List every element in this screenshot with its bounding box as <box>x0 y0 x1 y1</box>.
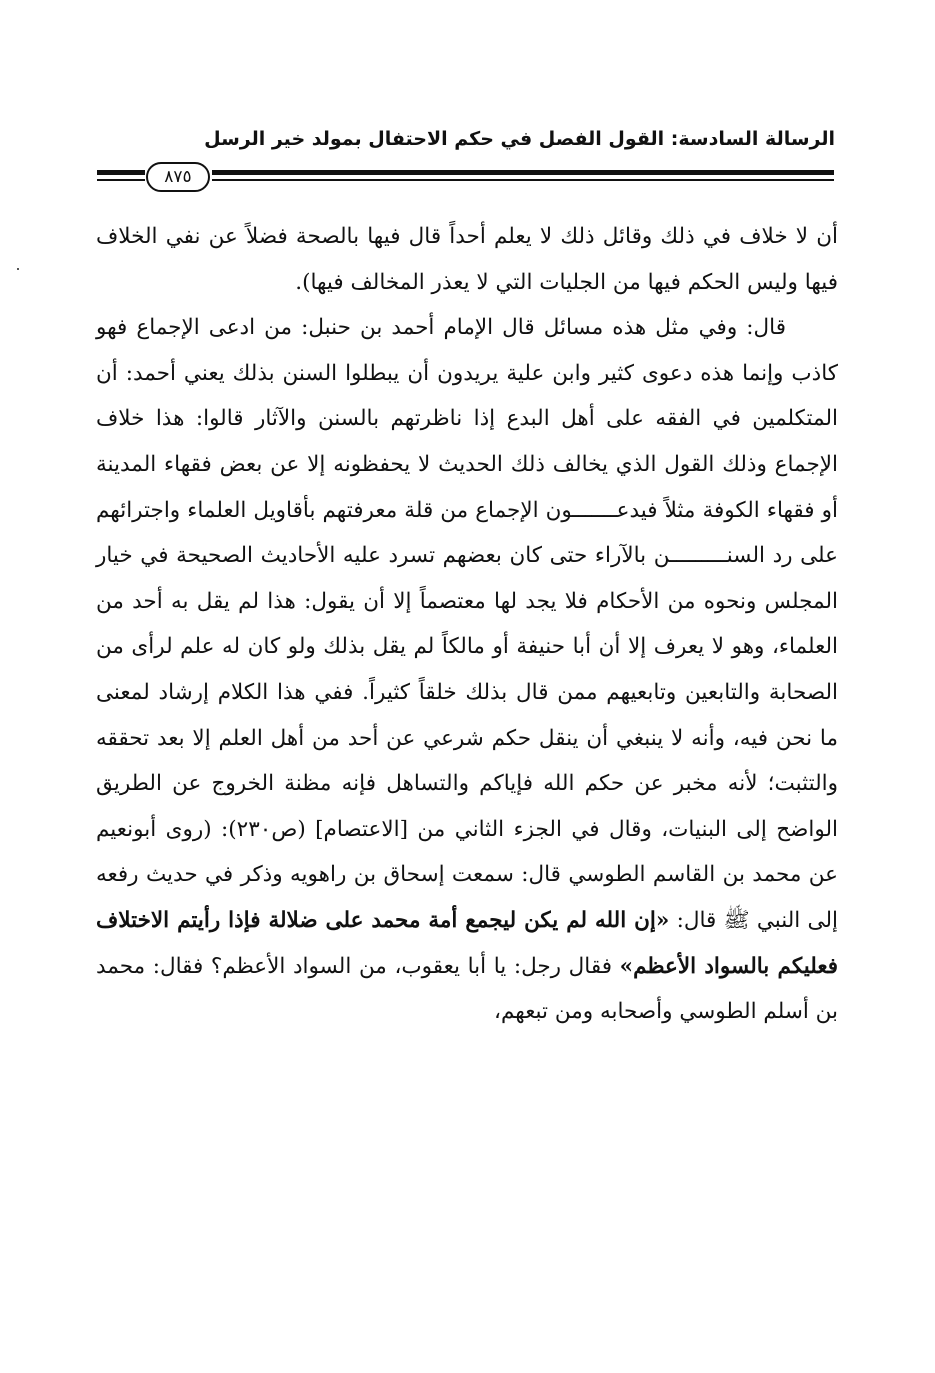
paragraph-2 <box>96 305 838 1035</box>
paragraph-2-text-b: فقال رجل: يا أبا يعقوب، من السواد الأعظم؟ فقال: محمد بن أسلم الطوسي وأصحابه ومن تبعهم، <box>96 953 838 1025</box>
paragraph-1: أن لا خلاف في ذلك وقائل ذلك لا يعلم أحداً قال فيها بالصحة فضلاً عن نفي الخلاف فيها وليس الحكم فيها من الجليات التي لا يعذر المخالف فيها). <box>96 224 838 295</box>
scan-speck <box>17 268 19 270</box>
paragraph-2-text-a: قال: وفي مثل هذه مسائل قال الإمام أحمد بن حنبل: من ادعى الإجماع فهو كاذب وإنما هذه دعوى كثير وابن علية يريدون أن يبطلوا السنن بذلك يعني أحمد: أن المتكلمين في الفقه على أهل البدع إذا ناظرتهم بالسنن والآثار قالوا: هذا خلاف الإجماع وذلك القول الذي يخالف ذلك الحديث لا يحفظونه إلا عن بعض فقهاء المدينة أو فقهاء الكوفة مثلاً فيدعـــــــون الإجماع من قلة معرفتهم بأقاويل العلماء واجترائهم على رد السنـــــــــن بالآراء حتى كان بعضهم تسرد عليه الأحاديث الصحيحة في خيار المجلس ونحوه من الأحكام فلا يجد لها معتصماً إلا أن يقول: هذا لم يقل به أحد من العلماء، وهو لا يعرف إلا أن أبا حنيفة أو مالكاً لم يقل بذلك ولو كان له علم لرأى من الصحابة والتابعين وتابعيهم ممن قال بذلك خلقاً كثيراً. ففي هذا الكلام إرشاد لمعنى ما نحن فيه، وأنه لا ينبغي أن ينقل حكم شرعي عن أحد من أهل العلم إلا بعد تحققه والتثبت؛ لأنه مخبر عن حكم الله فإياكم والتساهل فإنه مظنة الخروج عن الطريق الواضح إلى البنيات، وقال في الجزء الثاني من [الاعتصام] (ص٢٣٠): (روى أبونعيم عن محمد بن القاسم الطوسي قال: سمعت إسحاق بن راهويه وذكر في حديث رفعه إلى النبي ﷺ قال: <box>96 315 838 933</box>
page-number-badge: ٨٧٥ <box>146 162 210 192</box>
header-rule-right <box>212 170 834 185</box>
body-text <box>96 214 838 1035</box>
running-header-title: الرسالة السادسة: القول الفصل في حكم الاحتفال بمولد خير الرسل <box>204 128 835 150</box>
hadith-quote: «إن الله لم يكن ليجمع أمة محمد على ضلالة فإذا رأيتم الاختلاف فعليكم بالسواد الأعظم» <box>96 907 838 979</box>
header-rule-left <box>97 170 145 185</box>
